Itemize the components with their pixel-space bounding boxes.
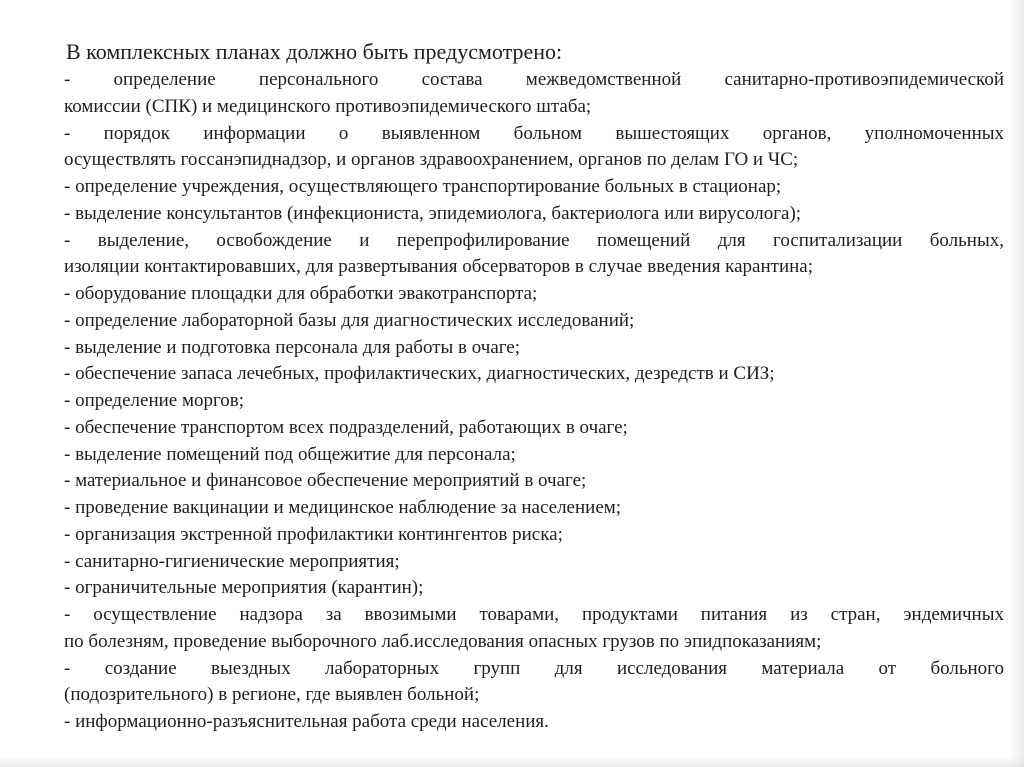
text-line: - обеспечение запаса лечебных, профилактических, диагностических, дезредств и СИЗ; [64, 363, 775, 385]
text-line: - определение лабораторной базы для диагностических исследований; [64, 309, 635, 331]
bottom-edge-shadow [0, 757, 1024, 767]
text-line: - создание выездных лабораторных групп для исследования материала от больного [64, 657, 1004, 679]
text-line: - порядок информации о выявленном больном вышестоящих органов, уполномоченных [64, 122, 1004, 144]
text-line: - санитарно-гигиенические мероприятия; [64, 550, 400, 572]
text-line: изоляции контактировавших, для развертывания обсерваторов в случае введения карантина; [64, 256, 814, 278]
text-line: - обеспечение транспортом всех подразделений, работающих в очаге; [64, 416, 628, 438]
text-line: - проведение вакцинации и медицинское наблюдение за населением; [64, 497, 622, 518]
text-line: комиссии (СПК) и медицинского противоэпидемического штаба; [64, 95, 592, 117]
text-line: - материальное и финансовое обеспечение мероприятий в очаге; [64, 470, 587, 492]
text-line: по болезням, проведение выборочного лаб.исследования опасных грузов по эпидпоказаниям; [64, 630, 822, 652]
document-lines [64, 67, 1004, 736]
right-edge-shadow [1010, 0, 1024, 767]
text-line: - выделение и подготовка персонала для работы в очаге; [64, 336, 521, 358]
text-line: - организация экстренной профилактики контингентов риска; [64, 523, 563, 545]
text-line: - информационно-разъяснительная работа среди населения. [64, 711, 549, 732]
text-line: осуществлять госсанэпиднадзор, и органов здравоохранением, органов по делам ГО и ЧС; [64, 149, 799, 171]
text-line: - определение персонального состава межведомственной санитарно-противоэпидемической [64, 69, 1004, 90]
text-line: - выделение, освобождение и перепрофилирование помещений для госпитализации больных, [64, 229, 1004, 251]
document-heading: В комплексных планах должно быть предусмотрено: [66, 39, 563, 64]
text-line: - выделение консультантов (инфекциониста, эпидемиолога, бактериолога или вирусолога); [64, 202, 802, 224]
document-body [64, 38, 1004, 736]
text-line: - ограничительные мероприятия (карантин); [64, 577, 424, 599]
text-line: - осуществление надзора за ввозимыми товарами, продуктами питания из стран, эндемичных [64, 604, 1004, 625]
text-line: - выделение помещений под общежитие для персонала; [64, 443, 516, 465]
text-line: - определение моргов; [64, 390, 245, 411]
text-line: - определение учреждения, осуществляющего транспортирование больных в стационар; [64, 176, 782, 197]
text-line: - оборудование площадки для обработки эвакотранспорта; [64, 283, 538, 304]
text-line: (подозрительного) в регионе, где выявлен больной; [64, 684, 480, 706]
